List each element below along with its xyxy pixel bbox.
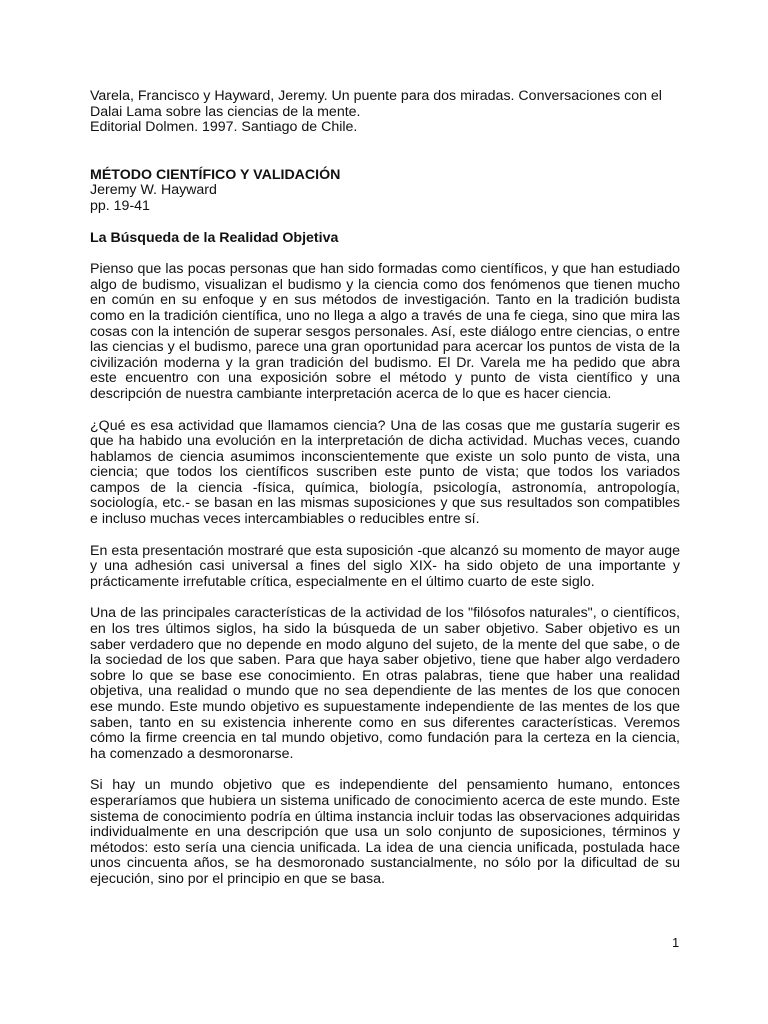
paragraph: ¿Qué es esa actividad que llamamos ciencia? Una de las cosas que me gustaría sugerir es que ha habido una evolución en la interpretación de dicha actividad. Muchas veces, cuando hablamos de ciencia asumimos inconscientemente que existe un solo punto de vista, una ciencia; que todos los científicos suscriben este punto de vista; que todos los variados campos de la ciencia -física, química, biología, psicología, astronomía, antropología, sociología, etc.- se basan en las mismas suposiciones y que sus resultados son compatibles e incluso muchas veces intercambiables o reducibles entre sí. bbox=[90, 417, 680, 528]
chapter-pages: pp. 19-41 bbox=[90, 197, 150, 214]
page-content bbox=[90, 89, 680, 904]
paragraph: Pienso que las pocas personas que han sido formadas como científicos, y que han estudiado algo de budismo, visualizan el budismo y la ciencia como dos fenómenos que tienen mucho en común en su enfoque y en sus métodos de investigación. Tanto en la tradición budista como en la tradición científica, uno no llega a algo a través de una fe ciega, sino que mira las cosas con la intención de superar sesgos personales. Así, este diálogo entre ciencias, o entre las ciencias y el budismo, parece una gran oportunidad para acercar los puntos de vista de la civilización moderna y la gran tradición del budismo. El Dr. Varela me ha pedido que abra este encuentro con una exposición sobre el método y punto de vista científico y una descripción de nuestra cambiante interpretación acerca de lo que es hacer ciencia. bbox=[90, 261, 680, 402]
section-title: La Búsqueda de la Realidad Objetiva bbox=[90, 229, 339, 246]
reference-citation: Varela, Francisco y Hayward, Jeremy. Un puente para dos miradas. Conversaciones con el Dalai Lama sobre las ciencias de la mente. bbox=[90, 88, 662, 120]
chapter-title: MÉTODO CIENTÍFICO Y VALIDACIÓN bbox=[90, 166, 341, 183]
paragraph: Si hay un mundo objetivo que es independiente del pensamiento humano, entonces esperaríamos que hubiera un sistema unificado de conocimiento acerca de este mundo. Este sistema de conocimiento podría en última instancia incluir todas las observaciones adquiridas individualmente en una descripción que usa un solo conjunto de suposiciones, términos y métodos: esto sería una ciencia unificada. La idea de una ciencia unificada, postulada hace unos cincuenta años, se ha desmoronado sustancialmente, no sólo por la dificultad de su ejecución, sino por el principio en que se basa. bbox=[90, 777, 680, 887]
page-number: 1 bbox=[672, 935, 680, 950]
paragraph: Una de las principales características de la actividad de los "filósofos naturales", o científicos, en los tres últimos siglos, ha sido la búsqueda de un saber objetivo. Saber objetivo es un saber verdadero que no depende en modo alguno del sujeto, de la mente del que sabe, o de la sociedad de los que saben. Para que haya saber objetivo, tiene que haber algo verdadero sobre lo que se base ese conocimiento. En otras palabras, tiene que haber una realidad objetiva, una realidad o mundo que no sea dependiente de las mentes de los que conocen ese mundo. Este mundo objetivo es supuestamente independiente de las mentes de los que saben, tanto en su existencia inherente como en sus diferentes características. Veremos cómo la firme creencia en tal mundo objetivo, como fundación para la certeza en la ciencia, ha comenzado a desmoronarse. bbox=[90, 605, 680, 762]
chapter-meta bbox=[90, 183, 680, 214]
chapter-author: Jeremy W. Hayward bbox=[90, 182, 217, 199]
bibliographic-reference bbox=[90, 89, 680, 136]
paragraph: En esta presentación mostraré que esta suposición -que alcanzó su momento de mayor auge y una adhesión casi universal a fines del siglo XIX- ha sido objeto de una importante y prácticamente irrefutable crítica, especialmente en el último cuarto de este siglo. bbox=[90, 542, 680, 590]
reference-publisher: Editorial Dolmen. 1997. Santiago de Chile. bbox=[90, 119, 358, 136]
